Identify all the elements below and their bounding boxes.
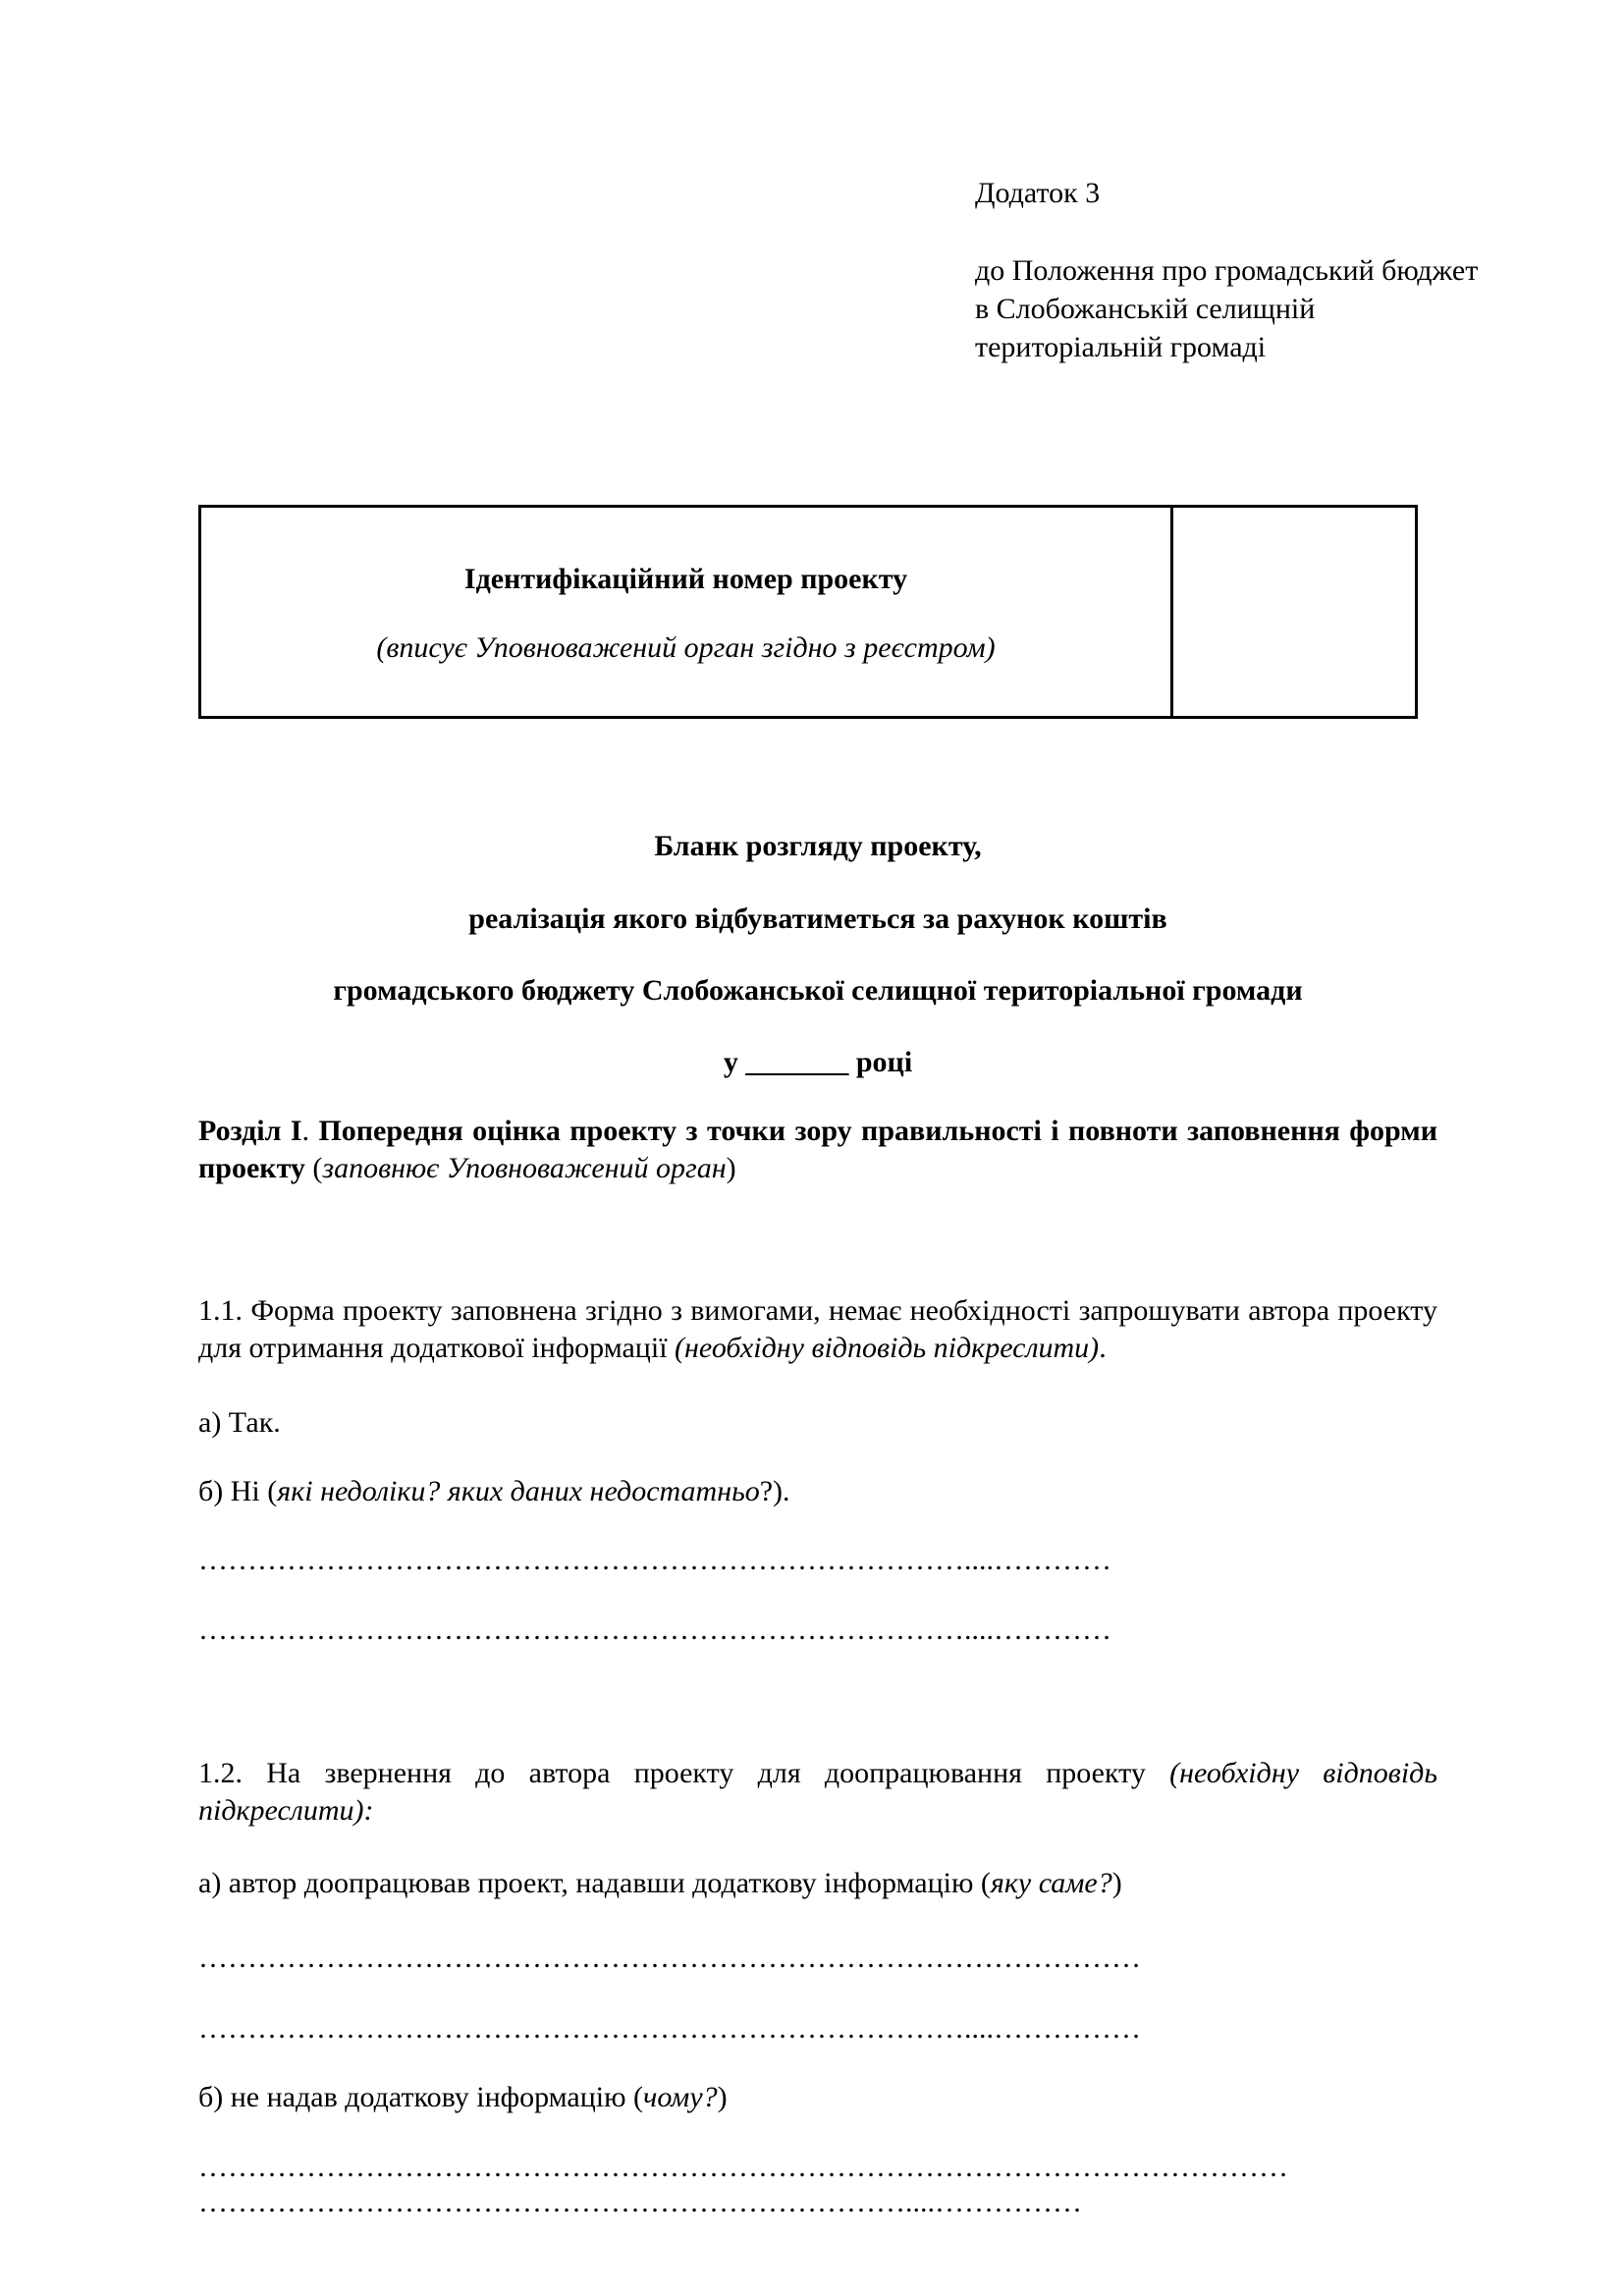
option-b-suffix-2: ) [717, 2081, 728, 2113]
option-b-suffix: ?). [759, 1475, 790, 1507]
form-title-year: у _______ році [723, 1046, 913, 1078]
answer-line-1-2-a2[interactable]: ……………………………………………………………………....…………… [198, 2012, 1141, 2045]
question-1-2-option-b[interactable] [198, 2079, 728, 2116]
section1-heading [198, 1113, 1437, 1187]
question-1-1-end: . [1099, 1332, 1107, 1364]
answer-line-1-2-b1[interactable]: ………………………………………………………………………………………………… [198, 2151, 1288, 2183]
form-title-line3: громадського бюджету Слобожанської селищної територіальної громади [333, 974, 1303, 1007]
project-id-box [198, 505, 1418, 719]
section1-note-close: ) [726, 1152, 736, 1184]
project-id-divider [1170, 508, 1173, 716]
option-a-prefix: а) автор доопрацював проект, надавши додаткову інформацію ( [198, 1867, 991, 1899]
question-1-2-text: 1.2. На звернення до автора проекту для доопрацювання проекту [198, 1757, 1170, 1789]
section1-note: заповнює Уповноважений орган [322, 1152, 727, 1184]
option-b-hint: які недоліки? яких даних недостатньо [277, 1475, 760, 1507]
question-1-1-text: 1.1. Форма проекту заповнена згідно з вимогами, немає необхідності запрошувати автора проекту для отримання додаткової інформації [198, 1294, 1437, 1364]
option-b-hint-2: чому? [643, 2081, 718, 2113]
answer-line-1-2-b2[interactable]: ………………………………………………………………....…………… [198, 2186, 1082, 2218]
question-1-1-hint: (необхідну відповідь підкреслити) [675, 1332, 1100, 1364]
question-1-1 [198, 1292, 1437, 1367]
answer-line-1-1-a[interactable]: ……………………………………………………………………....………… [198, 1544, 1111, 1576]
question-1-2-option-a[interactable] [198, 1865, 1122, 1902]
appendix-reference: до Положення про громадський бюджет в Слобожанській селищній територіальній громаді [975, 254, 1479, 363]
option-b-prefix-2: б) не надав додаткову інформацію ( [198, 2081, 644, 2113]
project-id-note: (вписує Уповноважений орган згідно з реєстром) [376, 631, 996, 664]
answer-line-1-1-b[interactable]: ……………………………………………………………………....………… [198, 1613, 1111, 1646]
section1-label: Розділ І [198, 1115, 302, 1147]
answer-line-1-2-a1[interactable]: …………………………………………………………………………………… [198, 1941, 1141, 1974]
form-title-line2: реалізація якого відбуватиметься за рахунок коштів [468, 902, 1167, 935]
option-b-prefix: б) Ні ( [198, 1475, 278, 1507]
form-title-line1: Бланк розгляду проекту, [654, 830, 982, 862]
question-1-1-option-b[interactable] [198, 1473, 790, 1510]
project-id-title: Ідентифікаційний номер проекту [463, 563, 908, 595]
section1-note-open: ( [304, 1152, 323, 1184]
appendix-title: Додаток 3 [975, 177, 1101, 209]
section1-dot: . [301, 1115, 310, 1147]
option-a-suffix: ) [1111, 1867, 1122, 1899]
question-1-1-option-a[interactable]: а) Так. [198, 1406, 281, 1439]
question-1-2 [198, 1755, 1437, 1830]
question-1-2-hint: (необхідну відповідь підкреслити): [198, 1757, 1437, 1827]
option-a-hint: яку саме? [990, 1867, 1112, 1899]
section1-title: Попередня оцінка проекту з точки зору правильності і повноти заповнення форми проекту [198, 1115, 1438, 1184]
